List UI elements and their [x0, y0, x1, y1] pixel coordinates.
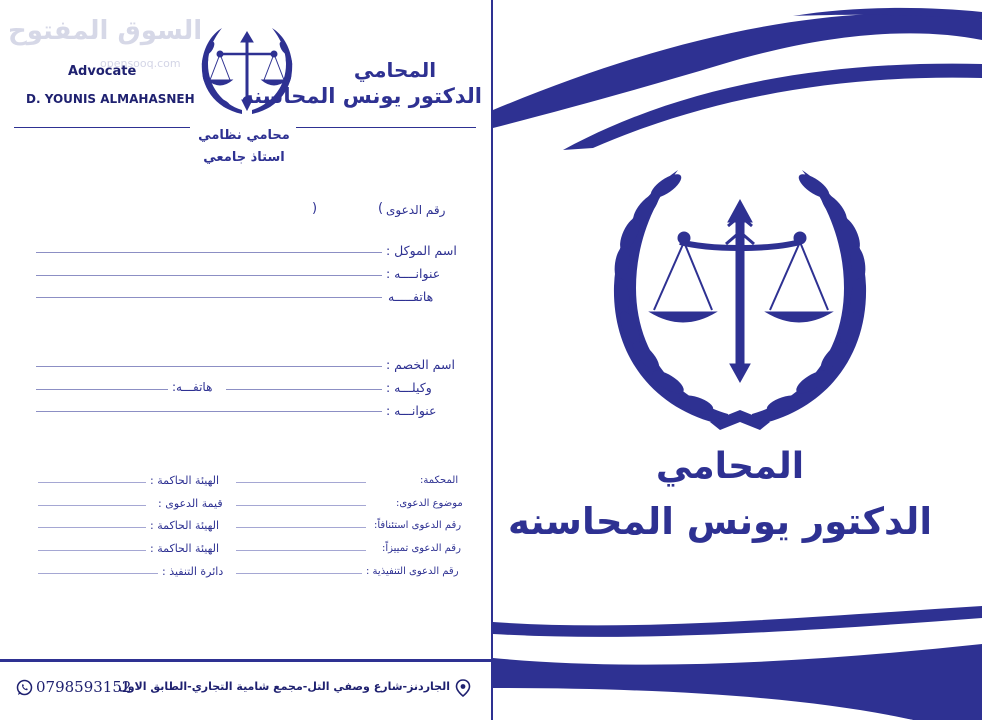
client-address-label: عنوانــــه :: [386, 266, 441, 281]
footer-rule: [0, 659, 491, 662]
client-phone-label: هاتفـــــه: [388, 289, 434, 304]
court-field-left-line[interactable]: [38, 527, 146, 528]
client-phone-line[interactable]: [36, 297, 382, 298]
arabic-name: الدكتور يونس المحاسنه: [241, 84, 482, 108]
court-field-right-line[interactable]: [236, 550, 366, 551]
court-field-right-label: المحكمة:: [420, 475, 459, 486]
court-field-right-label: رقم الدعوى استئنافاً:: [374, 520, 462, 531]
scales-of-justice-icon: [650, 200, 832, 382]
cover-name: الدكتور يونس المحاسنه: [508, 500, 932, 543]
footer-address: الجاردنز-شارع وصفي التل-مجمع شامية التجاري-الطابق الاول: [118, 680, 450, 693]
case-number-label: رقم الدعوى: [386, 203, 446, 217]
opponent-agent-phone-line[interactable]: [36, 389, 168, 390]
court-field-right-label: رقم الدعوى التنفيذية :: [366, 566, 459, 577]
watermark-latin: opensooq.com: [100, 57, 181, 70]
opponent-name-label: اسم الخصم :: [386, 357, 455, 372]
opponent-agent-phone-label: هاتفـــه:: [172, 380, 213, 394]
opponent-address-line[interactable]: [36, 411, 382, 412]
role-professor: استاذ جامعي: [203, 150, 285, 165]
case-number-open: (: [378, 201, 384, 216]
court-field-left-line[interactable]: [38, 505, 146, 506]
court-field-right-line[interactable]: [236, 573, 362, 574]
client-name-label: اسم الموكل :: [386, 243, 457, 258]
opponent-address-label: عنوانـــه :: [386, 403, 437, 418]
court-field-left-line[interactable]: [38, 573, 158, 574]
opponent-agent-label: وكيلـــه :: [386, 380, 432, 395]
court-field-left-label: الهيئة الحاكمة :: [150, 519, 220, 532]
opponent-name-line[interactable]: [36, 366, 382, 367]
footer-phone: 0798593152: [36, 678, 132, 696]
bottom-wave: [493, 592, 982, 720]
case-number-close: ): [312, 201, 318, 216]
court-field-left-label: الهيئة الحاكمة :: [150, 542, 220, 555]
court-field-right-label: موضوع الدعوى:: [396, 498, 463, 509]
location-pin-icon: [455, 679, 471, 697]
court-field-right-label: رقم الدعوى تمييزاً:: [382, 543, 461, 554]
watermark-arabic: السوق المفتوح: [8, 16, 203, 46]
header-rule-left: [14, 127, 190, 128]
court-field-left-label: قيمة الدعوى :: [158, 497, 223, 510]
cover-title: المحامي: [655, 446, 805, 487]
court-field-left-line[interactable]: [38, 482, 146, 483]
large-emblem: [600, 160, 880, 440]
court-field-right-line[interactable]: [236, 527, 366, 528]
whatsapp-icon: [16, 679, 33, 696]
english-name: D. YOUNIS ALMAHASNEH: [26, 92, 195, 106]
court-field-right-line[interactable]: [236, 482, 366, 483]
court-field-right-line[interactable]: [236, 505, 366, 506]
arabic-title: المحامي: [353, 58, 437, 82]
client-address-line[interactable]: [36, 275, 382, 276]
header-rule-right: [296, 127, 476, 128]
court-field-left-line[interactable]: [38, 550, 146, 551]
english-title: Advocate: [68, 64, 137, 79]
top-wave: [493, 0, 982, 170]
role-lawyer: محامي نظامي: [198, 128, 290, 143]
court-field-left-label: دائرة التنفيذ :: [162, 565, 224, 578]
opponent-agent-line[interactable]: [226, 389, 382, 390]
client-name-line[interactable]: [36, 252, 382, 253]
court-field-left-label: الهيئة الحاكمة :: [150, 474, 220, 487]
